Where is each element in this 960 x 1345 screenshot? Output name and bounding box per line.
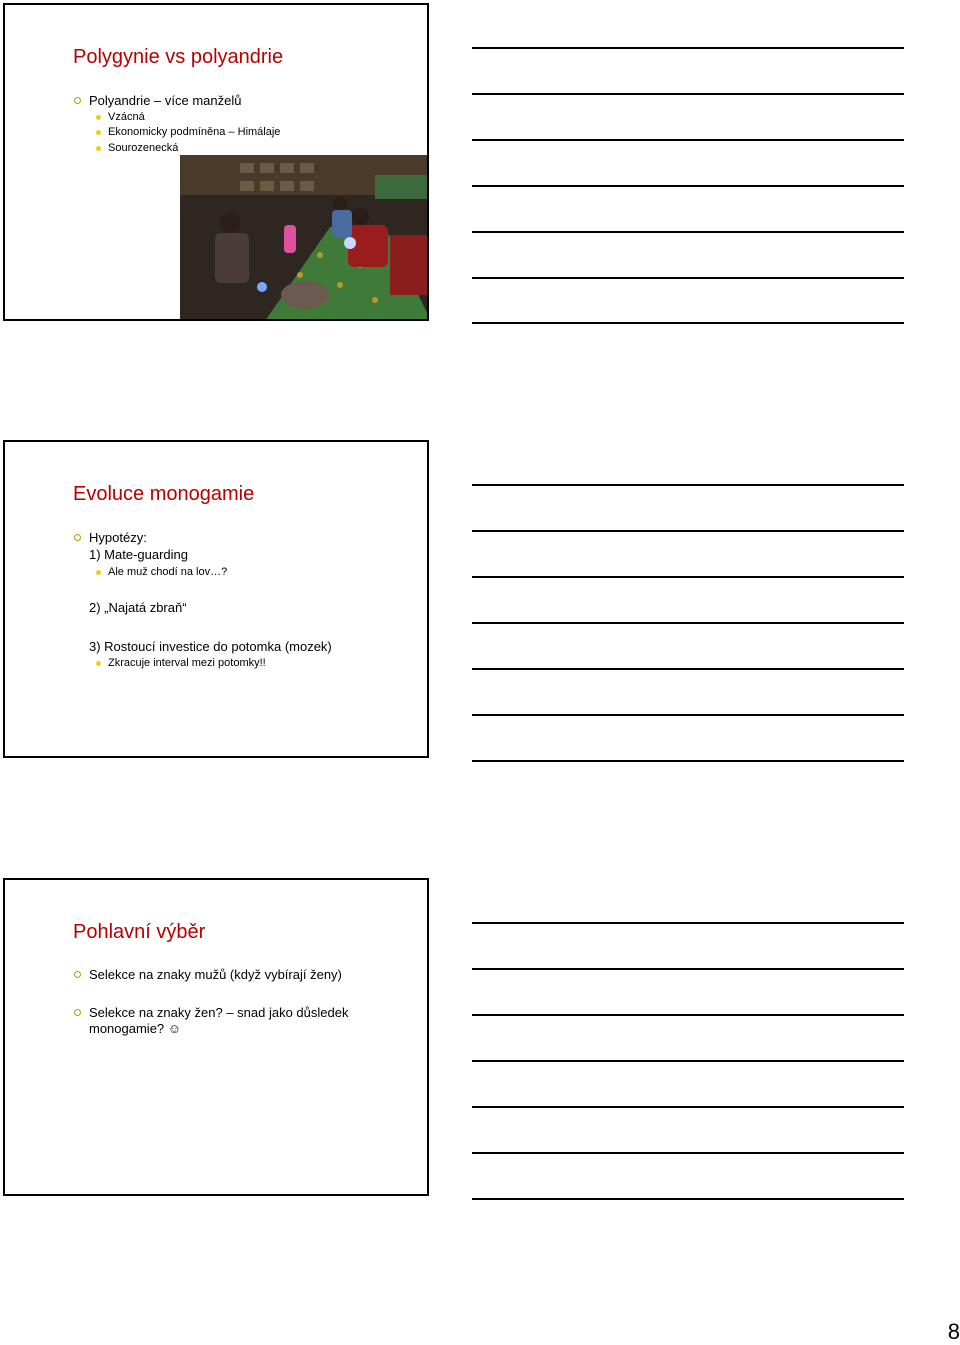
page-number: 8 [947,1319,960,1344]
notes-line [472,231,904,233]
sub-bullet-item: Ale muž chodí na lov…? [108,566,228,578]
notes-line [472,668,904,670]
sub-bullet-item: Ekonomicky podmíněna – Himálaje [108,126,281,138]
notes-line [472,622,904,624]
slide-1 [3,3,429,321]
sub-bullet-item: Zkracuje interval mezi potomky!! [108,657,266,669]
slide-2 [3,440,429,758]
notes-line [472,139,904,141]
notes-line [472,93,904,95]
notes-line [472,714,904,716]
notes-line [472,185,904,187]
notes-line [472,1014,904,1016]
bullet-item: Selekce na znaky mužů (když vybírají ženy) [89,967,342,982]
notes-line [472,530,904,532]
bullet-item: Polyandrie – více manželů [89,93,242,108]
text-item: 3) Rostoucí investice do potomka (mozek) [89,639,332,654]
text-item: monogamie? ☺ [89,1021,182,1036]
notes-line [472,968,904,970]
notes-line [472,1198,904,1200]
notes-line [472,760,904,762]
photo-illustration [180,155,429,321]
notes-line [472,322,904,324]
notes-line [472,484,904,486]
slide-title: Evoluce monogamie [73,483,255,505]
text-item: 2) „Najatá zbraň“ [89,600,187,615]
sub-bullet-item: Vzácná [108,111,145,123]
notes-line [472,1060,904,1062]
himalaya-family-photo [180,155,429,321]
slide-title: Pohlavní výběr [73,921,206,943]
notes-line [472,277,904,279]
notes-line [472,1152,904,1154]
slide-3 [3,878,429,1196]
bullet-item: Selekce na znaky žen? – snad jako důsledek [89,1005,349,1020]
notes-line [472,1106,904,1108]
notes-line [472,576,904,578]
slide-title: Polygynie vs polyandrie [73,46,284,68]
notes-line [472,47,904,49]
bullet-item: Hypotézy: [89,530,147,545]
text-item: 1) Mate-guarding [89,547,188,562]
notes-line [472,922,904,924]
sub-bullet-item: Sourozenecká [108,142,179,154]
